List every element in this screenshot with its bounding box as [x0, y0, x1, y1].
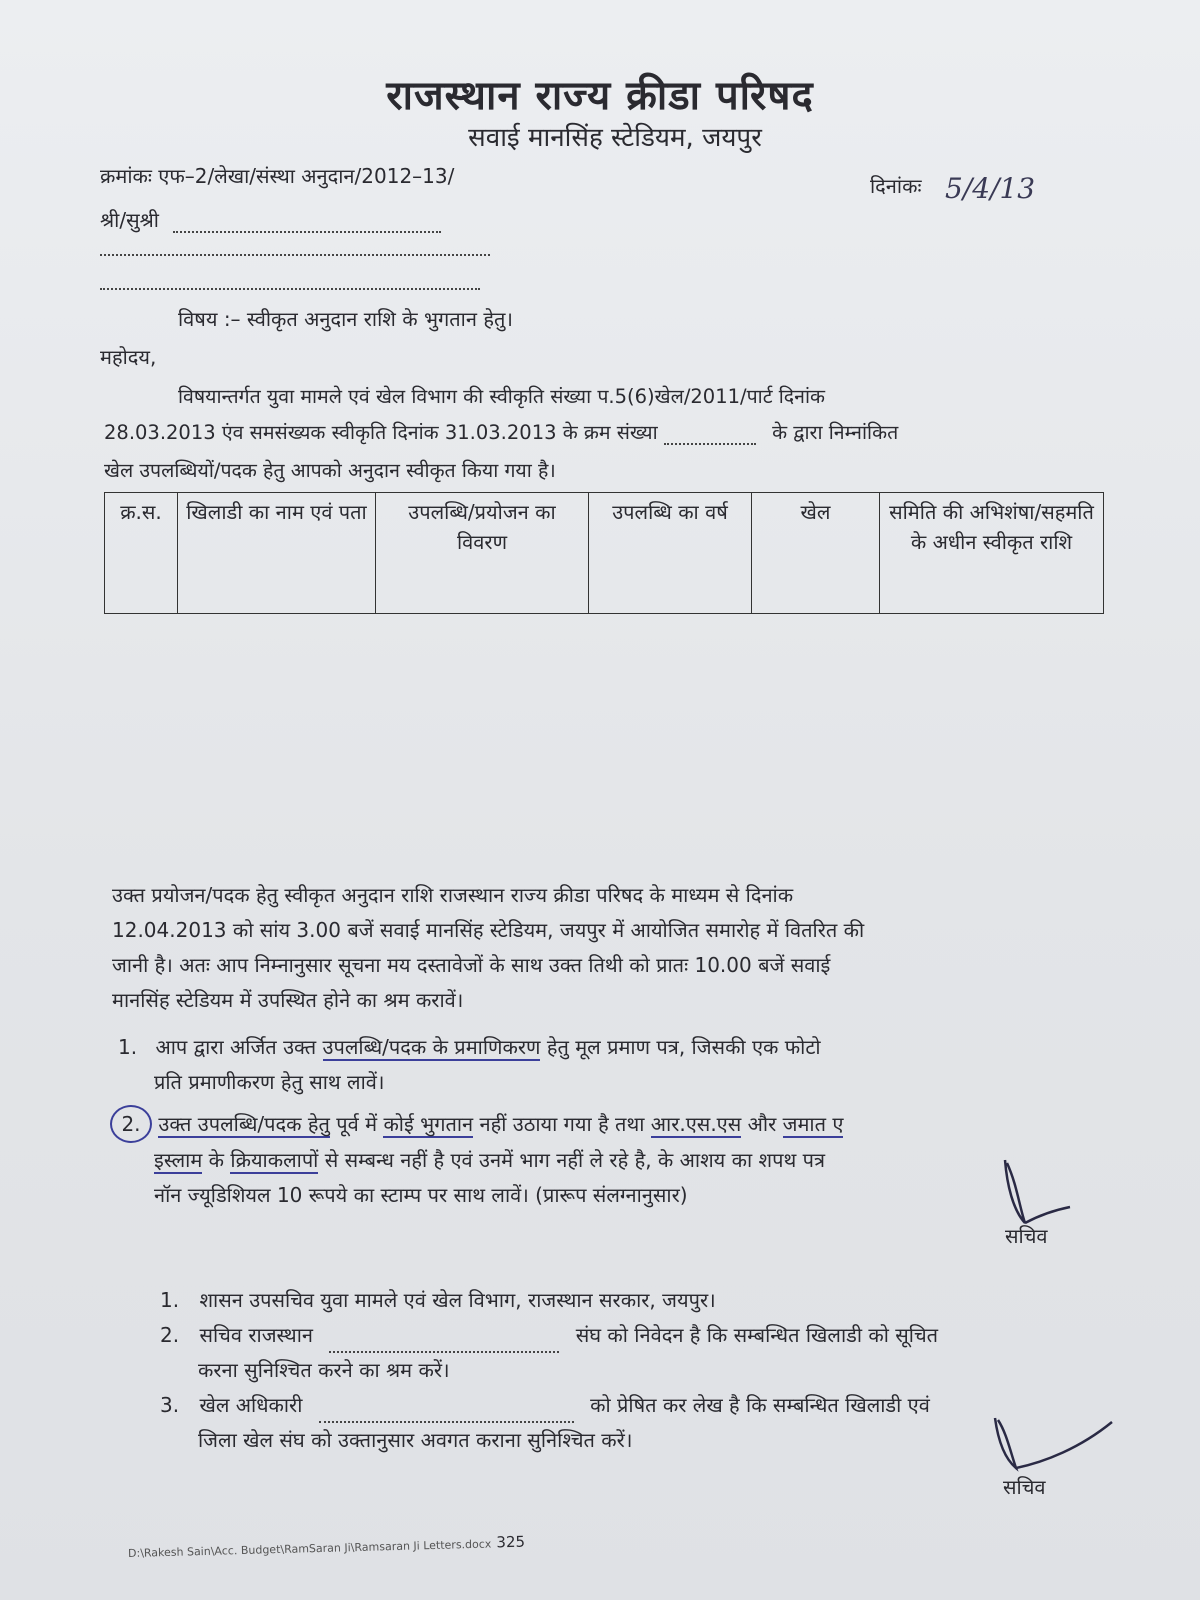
instruction-2: [110, 1105, 1112, 1213]
col-year: उपलब्धि का वर्ष: [589, 493, 752, 614]
col-sport: खेल: [752, 493, 880, 614]
body-line-2: 12.04.2013 को सांय 3.00 बजें सवाई मानसिंह स्टेडियम, जयपुर में आयोजित समारोह में वितरित की: [112, 918, 865, 942]
instruction-1-line-2: प्रति प्रमाणीकरण हेतु साथ लावें।: [154, 1070, 385, 1094]
address-blank-1: [100, 236, 490, 256]
addressee-line: [100, 206, 441, 233]
underlined-text: उपलब्धि/पदक के प्रमाणिकरण: [322, 1035, 541, 1059]
salutation: महोदय,: [100, 345, 157, 369]
reference-number: क्रमांकः एफ–2/लेखा/संस्था अनुदान/2012–13/: [100, 164, 455, 188]
table-header-row: [105, 493, 1104, 614]
signatory-1-title: सचिव: [1005, 1224, 1048, 1248]
intro-line-2: 28.03.2013 एंव समसंख्यक स्वीकृति दिनांक 31.03.2013 के क्रम संख्या के द्वारा निम्नांकित: [104, 421, 899, 444]
col-achievement: उपलब्धि/प्रयोजन का विवरण: [376, 493, 589, 614]
date-label: दिनांकः: [870, 174, 922, 198]
body-paragraph: [112, 878, 1110, 1018]
org-title: राजस्थान राज्य क्रीडा परिषद: [386, 73, 814, 119]
addressee-blank: [173, 213, 441, 233]
footer-page-number: 325: [496, 1532, 526, 1552]
body-line-4: मानसिंह स्टेडियम में उपस्थित होने का श्रम करावें।: [112, 988, 464, 1012]
body-line-3: जानी है। अतः आप निम्नानुसार सूचना मय दस्तावेजों के साथ उक्त तिथी को प्रातः 10.00 बजें सवाई: [112, 953, 831, 977]
instruction-2-line-2: इस्लाम के क्रियाकलापों से सम्बन्ध नहीं है एवं उनमें भाग नहीं ले रहे है, के आशय का शपथ पत्र: [154, 1148, 826, 1172]
col-player-name: खिलाडी का नाम एवं पता: [178, 493, 376, 614]
org-address: सवाई मानसिंह स्टेडियम, जयपुर: [468, 123, 762, 153]
copy-item-2: 2. सचिव राजस्थान संघ को निवेदन है कि सम्बन्धित खिलाडी को सूचित: [160, 1318, 1110, 1353]
instruction-2-line-3: नॉन ज्यूडिशियल 10 रूपये का स्टाम्प पर साथ लावें। (प्रारूप संलग्नानुसार): [154, 1183, 688, 1207]
instruction-1: [118, 1030, 1112, 1100]
addressee-label: श्री/सुश्री: [100, 208, 159, 232]
copy-item-1: 1. शासन उपसचिव युवा मामले एवं खेल विभाग, राजस्थान सरकार, जयपुर।: [160, 1288, 716, 1312]
signature-2: [990, 1410, 1120, 1480]
subject-line: विषय :– स्वीकृत अनुदान राशि के भुगतान हेतु।: [178, 307, 513, 331]
footer: [128, 1532, 526, 1561]
circled-number: 2.: [110, 1105, 152, 1143]
signatory-2-title: सचिव: [1003, 1475, 1046, 1499]
intro-line-3: खेल उपलब्धियों/पदक हेतु आपको अनुदान स्वीकृत किया गया है।: [104, 459, 556, 482]
copy-item-2-cont: करना सुनिश्चित करने का श्रम करें।: [198, 1358, 450, 1382]
copy-item-3-cont: जिला खेल संघ को उक्तानुसार अवगत कराना सुनिश्चित करें।: [198, 1428, 633, 1452]
instruction-2-line-1: 2. उक्त उपलब्धि/पदक हेतु पूर्व में कोई भुगतान नहीं उठाया गया है तथा आर.एस.एस और जमात ए: [110, 1105, 1112, 1143]
col-serial: क्र.स.: [105, 493, 178, 614]
address-blank-2: [100, 270, 480, 290]
copy-item-3: 3. खेल अधिकारी को प्रेषित कर लेख है कि सम्बन्धित खिलाडी एवं: [160, 1388, 1110, 1423]
instruction-1-line-1: 1. आप द्वारा अर्जित उक्त उपलब्धि/पदक के प्रमाणिकरण हेतु मूल प्रमाण पत्र, जिसकी एक फोटो: [118, 1035, 821, 1059]
body-line-1: उक्त प्रयोजन/पदक हेतु स्वीकृत अनुदान राशि राजस्थान राज्य क्रीडा परिषद के माध्यम से दिनांक: [112, 883, 794, 907]
footer-file-path: D:\Rakesh Sain\Acc. Budget\RamSaran Ji\Ramsaran Ji Letters.docx: [127, 1537, 492, 1560]
copy-list: [160, 1283, 1110, 1458]
col-amount: समिति की अभिशंषा/सहमति के अधीन स्वीकृत राशि: [880, 493, 1104, 614]
grant-table: [104, 492, 1104, 614]
intro-line-1: विषयान्तर्गत युवा मामले एवं खेल विभाग की स्वीकृति संख्या प.5(6)खेल/2011/पार्ट दिनांक: [178, 385, 825, 408]
date-handwritten: 5/4/13: [945, 172, 1036, 205]
